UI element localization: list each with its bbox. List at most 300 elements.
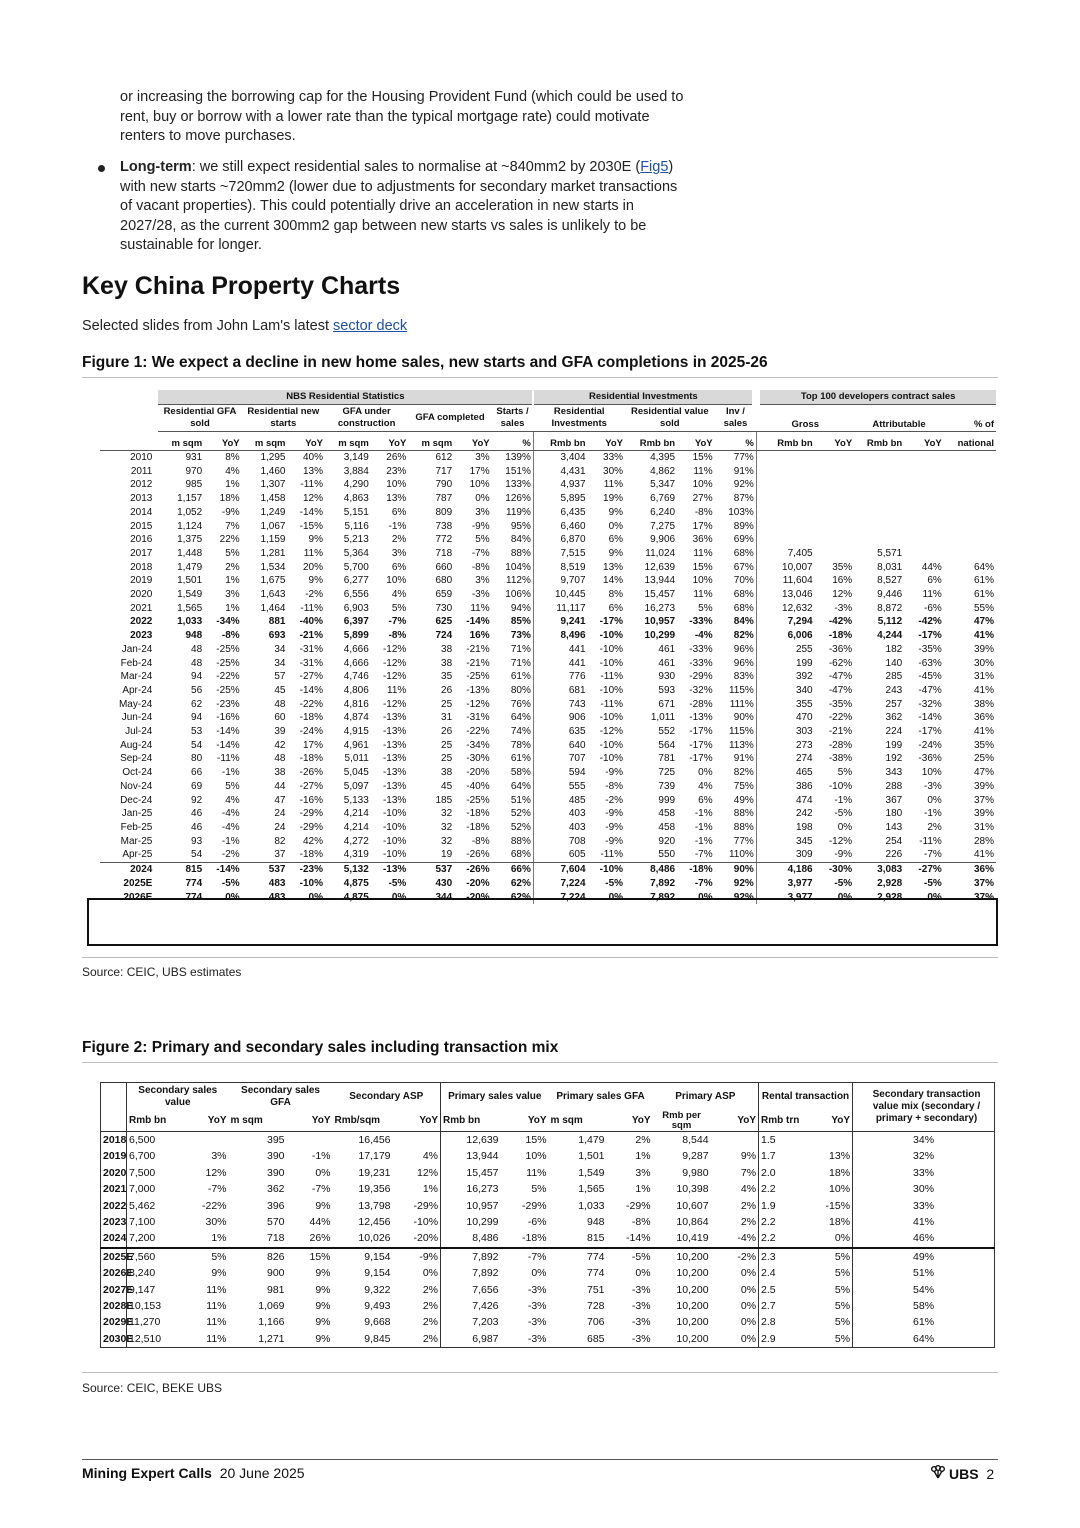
- table-cell: 185: [435, 794, 453, 806]
- table-cell: 1,052: [177, 506, 203, 518]
- table-cell: 10%: [692, 575, 713, 587]
- table-cell: -8%: [221, 630, 240, 642]
- table-cell: -10%: [599, 643, 624, 655]
- table-cell: 693: [268, 630, 286, 642]
- table-cell: 5%: [225, 780, 240, 792]
- subhead-under-construction: GFA under construction: [325, 405, 408, 432]
- table-cell: 2%: [740, 1216, 757, 1229]
- table-cell: -3%: [834, 602, 853, 614]
- table-cell: 430: [435, 877, 453, 889]
- table-cell: 12%: [832, 589, 853, 601]
- table-cell: 288: [885, 780, 903, 792]
- table-cell: -8%: [388, 630, 407, 642]
- table-cell: 552: [658, 726, 676, 738]
- table-cell: [815, 533, 855, 547]
- table-cell: 91%: [733, 753, 754, 765]
- table-cell: 242: [756, 807, 814, 821]
- table-cell: 1,159: [260, 534, 286, 546]
- table-cell: 1%: [635, 1150, 651, 1163]
- table-cell: 11%: [922, 589, 942, 601]
- table-row: [100, 478, 996, 492]
- row-label: 2024: [101, 1230, 127, 1247]
- table-cell: 4,290: [343, 479, 369, 491]
- table-cell: -10%: [599, 657, 624, 669]
- table-cell: 593: [658, 684, 676, 696]
- table-cell: 815: [185, 864, 203, 876]
- table-cell: -14%: [466, 616, 490, 628]
- table-cell: [904, 451, 944, 465]
- table-cell: 62: [191, 698, 203, 710]
- table-cell: 15%: [692, 452, 713, 463]
- table-cell: -9%: [605, 808, 624, 820]
- table-cell: 9,668: [364, 1316, 391, 1329]
- table-cell: 80%: [510, 684, 531, 696]
- unit-header: national: [944, 432, 996, 451]
- table-cell: 3,149: [343, 452, 369, 463]
- table-cell: 54: [158, 848, 204, 862]
- table-cell: [904, 533, 944, 547]
- table-cell: -29%: [413, 1199, 439, 1212]
- table-cell: 10,957: [644, 616, 676, 628]
- table-cell: 0%: [740, 1332, 757, 1345]
- table-cell: 1,501: [578, 1150, 605, 1163]
- table-cell: 6,870: [533, 533, 587, 547]
- table-cell: 25%: [973, 753, 994, 765]
- table-cell: 45: [441, 780, 453, 792]
- table-cell: -9%: [419, 1250, 439, 1263]
- table-cell: 5,045: [343, 767, 369, 779]
- table-cell: 1,549: [578, 1166, 605, 1179]
- table-cell: 115%: [728, 684, 754, 696]
- table-cell: -40%: [299, 616, 323, 628]
- table-cell: 25: [441, 739, 453, 751]
- table-cell: 88%: [733, 808, 754, 820]
- table-cell: 8,496: [533, 629, 587, 643]
- table-cell: 39%: [973, 643, 994, 655]
- table-cell: -3%: [923, 780, 942, 792]
- table-cell: -1%: [221, 767, 240, 779]
- fig5-link[interactable]: Fig5: [640, 159, 669, 175]
- table-cell: 6,700: [127, 1148, 183, 1164]
- unit-header: Rmb bn: [756, 432, 814, 451]
- table-cell: 73%: [510, 630, 531, 642]
- table-cell: -63%: [918, 657, 942, 669]
- table-cell: 13%: [829, 1150, 851, 1163]
- table-cell: 1%: [183, 1230, 229, 1247]
- table-cell: 7,203: [441, 1314, 501, 1330]
- table-cell: 39: [274, 726, 286, 738]
- table-cell: 7,426: [441, 1298, 501, 1314]
- ubs-keys-icon: [930, 1465, 946, 1482]
- table-cell: 6%: [608, 602, 624, 614]
- table-row: [101, 1298, 995, 1314]
- table-cell: 17%: [469, 465, 490, 477]
- table-cell: 708: [533, 835, 587, 849]
- table-cell: [944, 451, 996, 465]
- table-cell: 458: [658, 821, 676, 833]
- table-cell: 1,565: [578, 1183, 605, 1196]
- table-cell: 2%: [740, 1199, 757, 1212]
- table-cell: 7,604: [533, 863, 587, 877]
- table-cell: 809: [435, 506, 453, 518]
- table-cell: -9%: [471, 520, 490, 532]
- sector-deck-link[interactable]: sector deck: [333, 318, 408, 334]
- bullet-text-post: ) with new starts ~720mm2 (lower due to adjustments for secondary market transactions of vacant properties). This could potentially drive an acceleration in new starts in 2027/28, as the current 300mm2 gap between new starts vs sales is unlikely to be sustainable for longer.: [120, 159, 678, 253]
- table-cell: 94: [191, 712, 203, 724]
- table-cell: -6%: [923, 602, 942, 614]
- table-cell: -13%: [382, 726, 407, 738]
- table-cell: -12%: [382, 698, 407, 710]
- table-cell: -21%: [466, 657, 490, 669]
- table-cell: 7,500: [127, 1165, 183, 1181]
- table-cell: 555: [533, 780, 587, 794]
- row-label: 2019: [103, 1150, 127, 1163]
- table-cell: 0%: [475, 493, 490, 505]
- table-cell: -3%: [527, 1316, 547, 1329]
- unit-header: YoY: [287, 432, 325, 451]
- table-cell: 7,560: [127, 1248, 183, 1265]
- table-cell: 151%: [505, 465, 531, 477]
- table-cell: 3%: [391, 547, 407, 559]
- table-row: [100, 629, 996, 643]
- table-row: [100, 492, 996, 506]
- table-cell: 1,464: [260, 602, 286, 614]
- table-cell: 9,154: [364, 1267, 391, 1280]
- table-cell: -13%: [382, 753, 407, 765]
- table-cell: -35%: [918, 643, 942, 655]
- table-cell: -4%: [694, 630, 713, 642]
- table-cell: 10%: [921, 767, 942, 779]
- table-cell: 119%: [506, 506, 531, 518]
- table-row: [101, 1198, 995, 1214]
- table-cell: 44: [274, 780, 286, 792]
- table-cell: 0%: [740, 1316, 757, 1329]
- table-row: [101, 1132, 995, 1149]
- table-cell: 0%: [422, 1267, 439, 1280]
- table-cell: 2%: [927, 821, 942, 833]
- table-cell: 84%: [510, 534, 531, 546]
- row-label: 2027E: [103, 1283, 134, 1296]
- table-cell: 10,200: [676, 1250, 709, 1263]
- table-cell: 0%: [225, 891, 240, 903]
- table-cell: 6%: [391, 561, 407, 573]
- table-cell: 17,179: [358, 1150, 391, 1163]
- table-cell: 2%: [391, 534, 407, 546]
- table-cell: -29%: [299, 821, 323, 833]
- table-cell: 1,281: [260, 547, 286, 559]
- table-cell: 2%: [635, 1134, 651, 1146]
- table-cell: 6,277: [343, 575, 369, 587]
- table-cell: 26%: [287, 1230, 333, 1247]
- table-cell: 30%: [603, 465, 624, 477]
- table-cell: 9%: [308, 534, 323, 546]
- table-cell: 10%: [525, 1150, 547, 1163]
- table-cell: 781: [658, 753, 676, 765]
- table-cell: 30%: [205, 1216, 227, 1229]
- table-cell: 8,240: [127, 1265, 183, 1281]
- table-cell: -26%: [299, 767, 323, 779]
- table-cell: 0%: [927, 891, 942, 903]
- table-cell: 18%: [829, 1166, 851, 1179]
- table-cell: 570: [266, 1216, 285, 1229]
- table-cell: [854, 533, 904, 547]
- table-cell: -25%: [216, 684, 240, 696]
- table-cell: 5%: [698, 602, 713, 614]
- table-cell: 11%: [387, 684, 407, 696]
- table-cell: [944, 465, 996, 479]
- subhead-gfa-sold: Residential GFA sold: [158, 405, 241, 432]
- table-cell: 396: [266, 1199, 285, 1212]
- table-cell: 11%: [693, 465, 713, 477]
- table-cell: 9,707: [533, 574, 587, 588]
- table-cell: 441: [533, 657, 587, 671]
- table-cell: [904, 478, 944, 492]
- footer-title: Mining Expert Calls: [82, 1465, 212, 1481]
- table-cell: 96%: [733, 643, 754, 655]
- row-label: 2011: [130, 465, 153, 477]
- table-cell: 12,456: [358, 1216, 391, 1229]
- table-cell: 0%: [308, 891, 323, 903]
- table-cell: [904, 520, 944, 534]
- table-cell: 7,294: [756, 615, 814, 629]
- table-cell: -11%: [300, 602, 323, 614]
- table-cell: 9,287: [682, 1150, 709, 1163]
- table-cell: 1,479: [578, 1134, 605, 1146]
- unit-header: YoY: [371, 432, 409, 451]
- table-cell: 9%: [211, 1267, 227, 1280]
- table-cell: 367: [885, 794, 903, 806]
- table-cell: 790: [435, 479, 453, 491]
- table-cell: 6,460: [533, 520, 587, 534]
- table-cell: -28%: [828, 739, 853, 751]
- table-cell: -8%: [694, 506, 713, 518]
- table-row: [100, 533, 996, 547]
- table-cell: 5,213: [343, 534, 369, 546]
- row-label: 2010: [130, 452, 153, 463]
- table-cell: 91%: [733, 465, 754, 477]
- table-cell: 13,798: [358, 1199, 391, 1212]
- table-cell: 0%: [927, 794, 942, 806]
- table-cell: 1,033: [578, 1199, 605, 1212]
- table-cell: -8%: [605, 780, 624, 792]
- table-cell: 47%: [973, 767, 994, 779]
- table-cell: 7,892: [650, 877, 676, 889]
- table-cell: 13,944: [644, 575, 676, 587]
- table-cell: 12%: [417, 1166, 439, 1179]
- table-cell: 483: [268, 891, 286, 903]
- table-cell: 38: [274, 767, 286, 779]
- table-cell: -13%: [382, 794, 407, 806]
- table-cell: 2.7: [759, 1298, 805, 1314]
- table-cell: 13%: [386, 493, 407, 505]
- table-cell: 10,153: [127, 1298, 183, 1314]
- table-cell: 36%: [973, 712, 994, 724]
- table-cell: 900: [266, 1267, 285, 1280]
- table-cell: 88%: [510, 835, 531, 847]
- table-cell: 54: [191, 739, 203, 751]
- table-cell: -4%: [221, 821, 240, 833]
- row-label: 2017: [130, 547, 153, 559]
- table-row: [100, 588, 996, 602]
- table-cell: -3%: [631, 1316, 651, 1329]
- table-cell: -18%: [501, 1230, 549, 1247]
- table-cell: 0%: [805, 1230, 853, 1247]
- table-cell: 4,395: [650, 452, 676, 463]
- table-cell: 826: [266, 1250, 285, 1263]
- table-cell: 2,928: [877, 891, 903, 903]
- table-cell: 635: [533, 725, 587, 739]
- table-cell: 344: [435, 891, 453, 903]
- table-cell: 2.9: [759, 1331, 805, 1348]
- table-cell: [815, 451, 855, 465]
- table-cell: 255: [756, 643, 814, 657]
- table-cell: -12%: [828, 835, 853, 847]
- table-cell: -25%: [466, 671, 490, 683]
- head-primary-value: Primary sales value: [441, 1083, 549, 1112]
- table-cell: [944, 533, 996, 547]
- head-secondary-gfa: Secondary sales GFA: [241, 1085, 320, 1108]
- row-label: 2012: [130, 479, 153, 491]
- table-cell: 5,133: [343, 794, 369, 806]
- table-cell: -33%: [689, 616, 713, 628]
- table-cell: -3%: [527, 1332, 547, 1345]
- table-cell: -2%: [605, 794, 624, 806]
- table-cell: [854, 520, 904, 534]
- table-cell: 1,011: [650, 712, 676, 724]
- table-cell: 11,270: [127, 1314, 183, 1330]
- table-cell: 9%: [315, 1199, 331, 1212]
- table-row: [100, 752, 996, 766]
- table-cell: 4%: [698, 780, 713, 792]
- table-cell: 61%: [510, 753, 531, 765]
- table-cell: 6,240: [650, 506, 676, 518]
- table-cell: 681: [533, 684, 587, 698]
- table-cell: 1,534: [260, 561, 286, 573]
- table-cell: 13,046: [756, 588, 814, 602]
- table-cell: 16,273: [644, 602, 676, 614]
- table-cell: 774: [185, 891, 203, 903]
- table-cell: 6%: [927, 575, 942, 587]
- table-cell: 1,448: [177, 547, 203, 559]
- table-cell: 3,977: [756, 877, 814, 891]
- table-cell: 985: [185, 479, 203, 491]
- table-row: [100, 602, 996, 616]
- row-label: Feb-25: [120, 821, 153, 833]
- table-row: [101, 1181, 995, 1197]
- table-cell: 26: [441, 726, 453, 738]
- table-cell: 4,937: [533, 478, 587, 492]
- table-cell: 1.5: [759, 1132, 805, 1149]
- table-cell: 2.0: [759, 1165, 805, 1181]
- row-label: 2023: [130, 630, 153, 642]
- table-cell: 1,460: [260, 465, 286, 477]
- unit-header: m sqm: [549, 1111, 607, 1132]
- table-cell: -11%: [600, 671, 624, 683]
- table-cell: 96%: [733, 657, 754, 669]
- table-cell: -8%: [631, 1216, 651, 1229]
- table-cell: 34: [274, 657, 286, 669]
- table-cell: 4,806: [343, 684, 369, 696]
- table-cell: -32%: [689, 684, 713, 696]
- table-cell: -13%: [466, 684, 490, 696]
- table-cell: 3,404: [533, 451, 587, 465]
- table-cell: 10%: [829, 1183, 851, 1196]
- table-cell: 104%: [505, 561, 531, 573]
- table-cell: 4,875: [343, 891, 369, 903]
- table-cell: 31%: [973, 671, 994, 683]
- table-cell: 13,944: [441, 1148, 501, 1164]
- table-cell: 1%: [225, 479, 240, 491]
- row-label: Jun-24: [121, 712, 153, 724]
- table-cell: 9,241: [533, 615, 587, 629]
- table-cell: 8%: [225, 452, 240, 463]
- table-cell: -34%: [466, 739, 490, 751]
- row-label: 2018: [103, 1134, 127, 1146]
- row-label: Jul-24: [125, 726, 153, 738]
- table-cell: 66: [191, 767, 203, 779]
- table-row: [101, 1148, 995, 1164]
- table-cell: 9,493: [364, 1300, 391, 1313]
- table-row: [101, 1248, 995, 1265]
- section-title: Key China Property Charts: [82, 272, 401, 300]
- table-cell: 5,571: [877, 547, 903, 559]
- table-cell: 728: [587, 1300, 605, 1313]
- table-cell: 1,124: [177, 520, 203, 532]
- footer-rule: [82, 1459, 998, 1460]
- table-cell: -2%: [305, 589, 323, 601]
- table-cell: 8,486: [650, 864, 676, 876]
- table-cell: 0%: [531, 1267, 547, 1280]
- table-cell: 64%: [853, 1331, 995, 1348]
- table-cell: -1%: [311, 1150, 331, 1163]
- table-cell: -9%: [815, 848, 855, 862]
- table-row: [101, 1165, 995, 1181]
- row-label: 2026E: [103, 1267, 134, 1280]
- table-cell: 35: [441, 671, 453, 683]
- table-cell: 10,445: [533, 588, 587, 602]
- table-cell: 403: [533, 807, 587, 821]
- table-cell: 5,347: [650, 479, 676, 491]
- table-cell: 39%: [973, 808, 994, 820]
- table-cell: 17%: [692, 520, 713, 532]
- table-cell: [756, 451, 814, 465]
- table-cell: 403: [533, 821, 587, 835]
- table-cell: 57: [274, 671, 286, 683]
- table-cell: 6,987: [441, 1331, 501, 1348]
- table-cell: 5%: [391, 602, 407, 614]
- table-cell: 999: [658, 794, 676, 806]
- table-cell: 10,200: [676, 1300, 709, 1313]
- table-cell: 12,510: [127, 1331, 183, 1348]
- table-cell: 32%: [853, 1148, 995, 1164]
- table-cell: -27%: [299, 780, 323, 792]
- table-cell: 9%: [608, 506, 624, 518]
- table-cell: 8,544: [682, 1134, 709, 1146]
- subhead-pct-of: % of: [944, 405, 996, 432]
- table-cell: 8,486: [441, 1230, 501, 1247]
- table-cell: 725: [658, 767, 676, 779]
- table-cell: 37%: [973, 794, 994, 806]
- table-cell: -4%: [711, 1230, 759, 1247]
- table-cell: -32%: [918, 698, 942, 710]
- table-cell: 6%: [698, 794, 713, 806]
- table-cell: 46: [191, 821, 203, 833]
- table-cell: -14%: [216, 864, 240, 876]
- table-cell: 49%: [733, 794, 754, 806]
- table-cell: 981: [266, 1283, 285, 1296]
- table-cell: 22%: [219, 534, 240, 546]
- row-label: 2018: [130, 561, 153, 573]
